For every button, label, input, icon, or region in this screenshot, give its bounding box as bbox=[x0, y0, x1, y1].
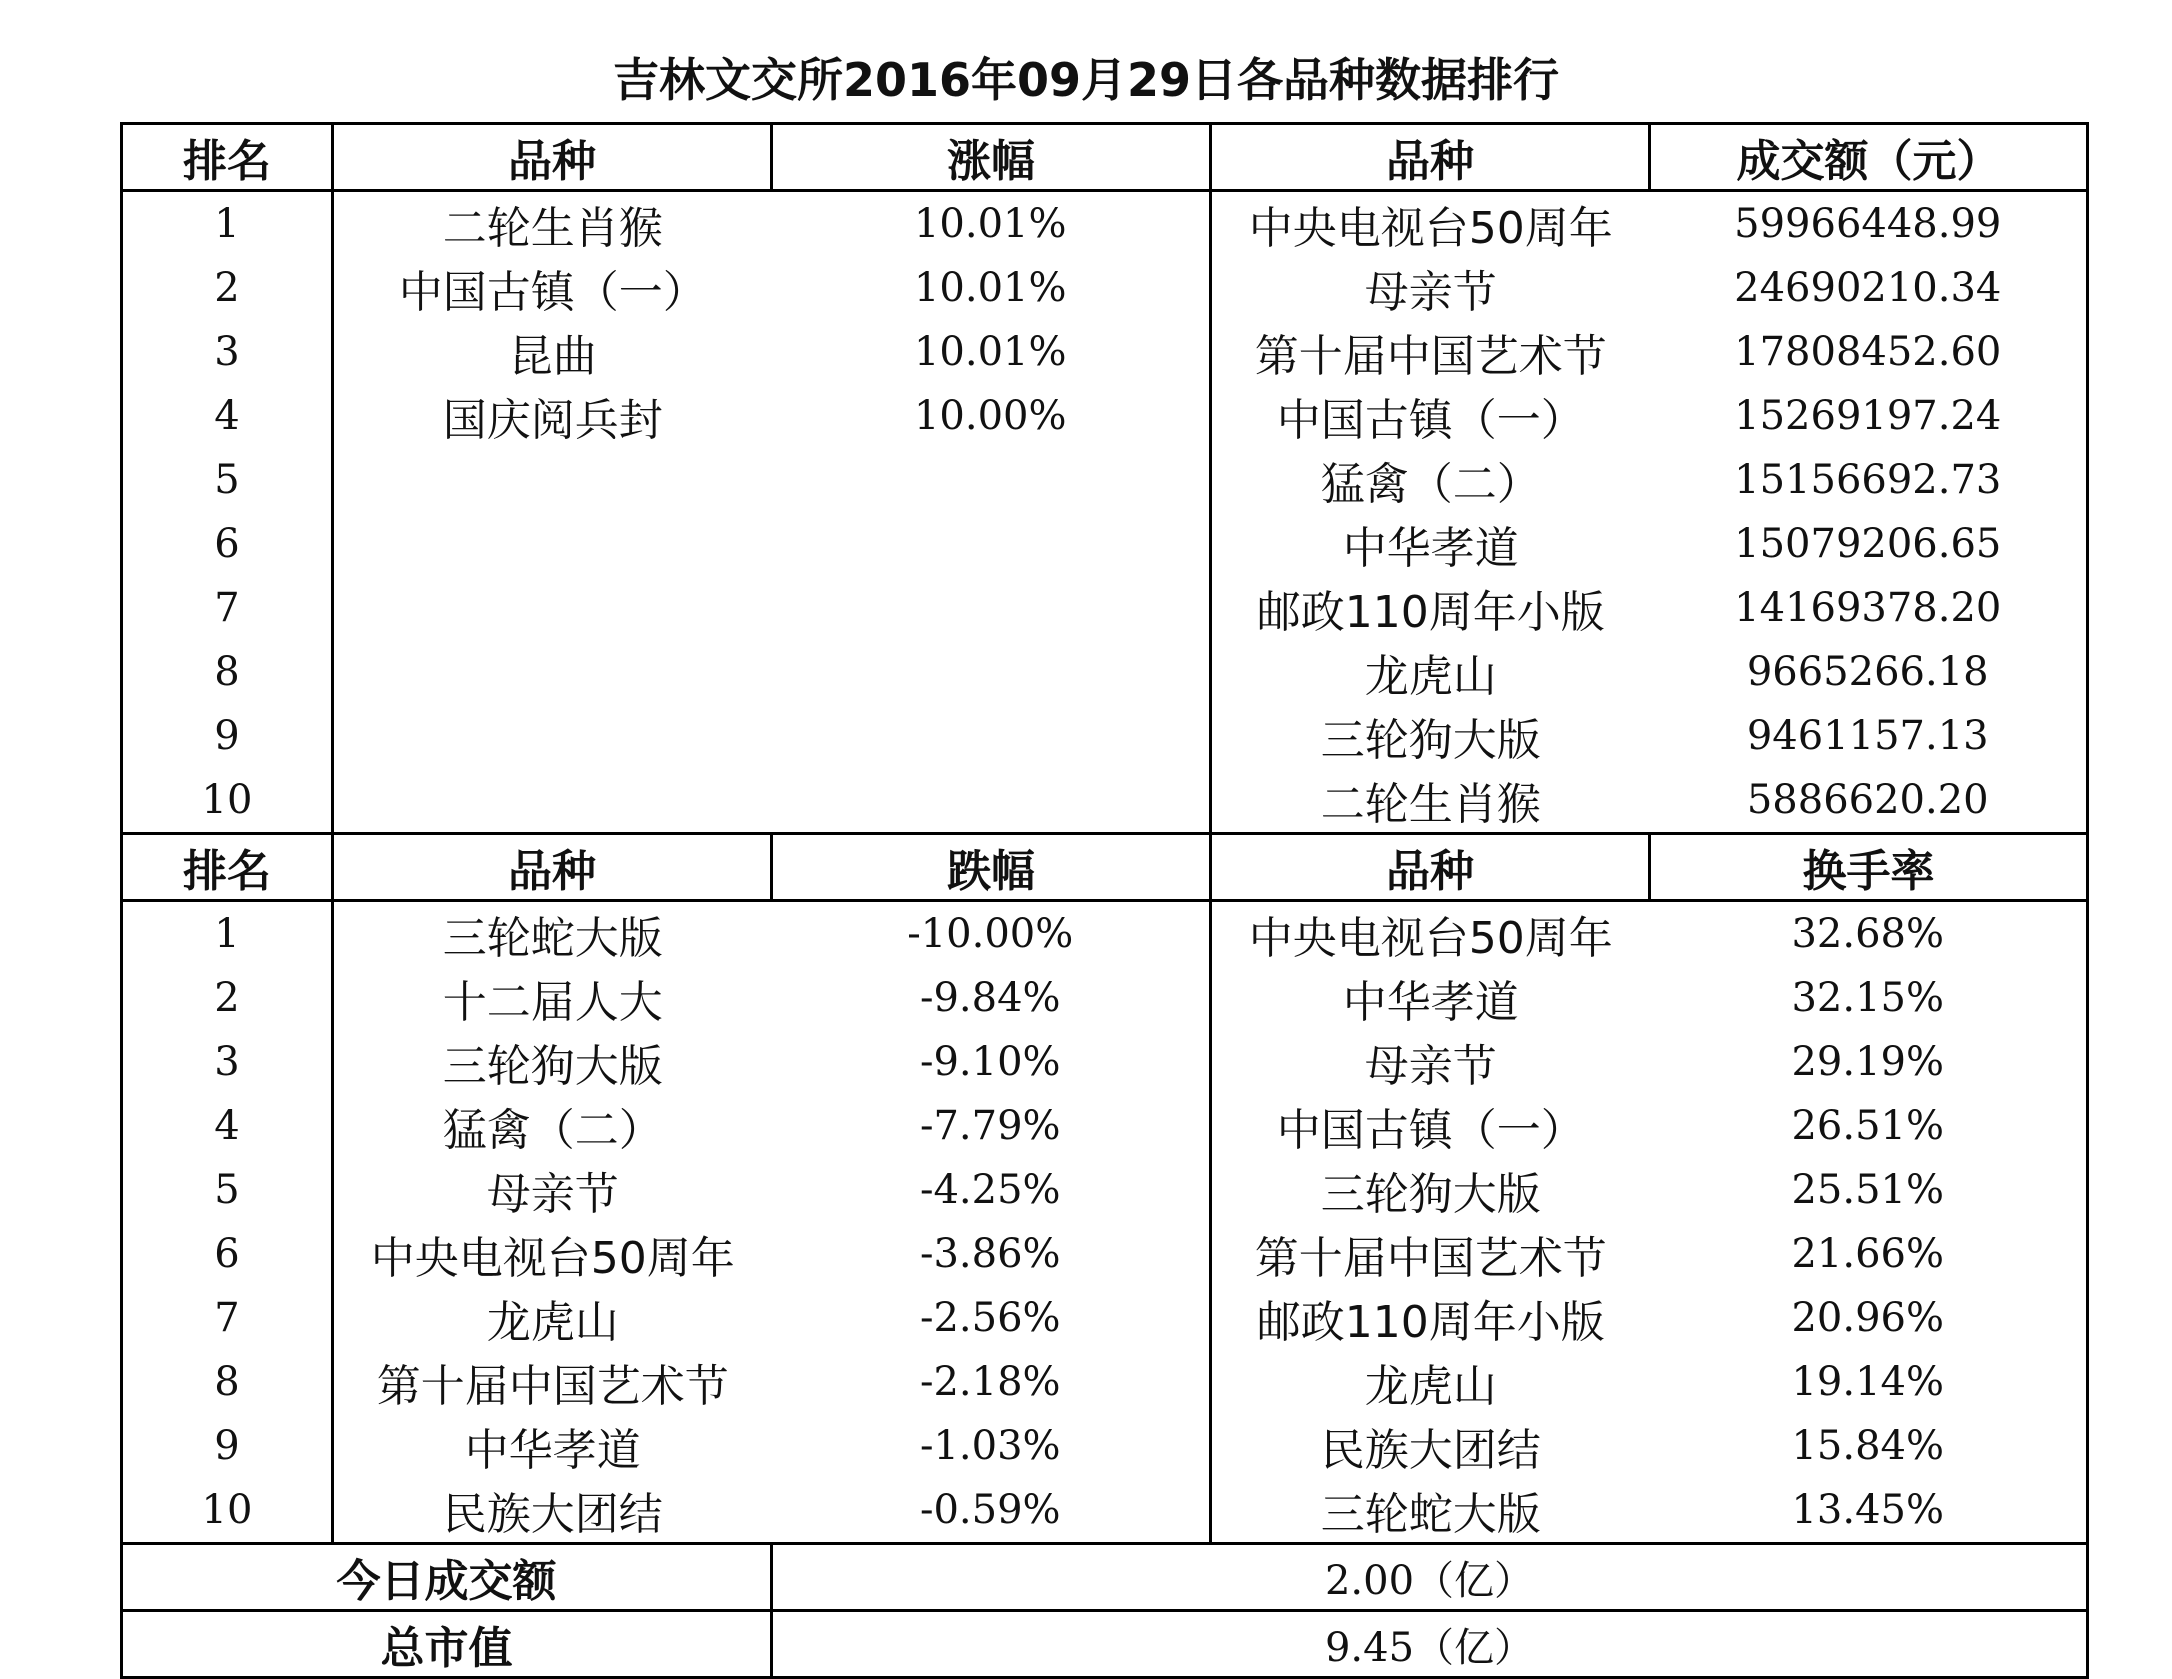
variety-name-cell: 猛禽（二） bbox=[1211, 448, 1650, 512]
variety-name-cell: 三轮狗大版 bbox=[1211, 704, 1650, 768]
variety-name-cell bbox=[333, 768, 772, 834]
rank-cell: 9 bbox=[122, 704, 333, 768]
summary-label: 总市值 bbox=[122, 1611, 772, 1678]
table-row bbox=[122, 704, 2088, 768]
variety-name-cell: 中国古镇（一） bbox=[333, 256, 772, 320]
variety-name-cell: 二轮生肖猴 bbox=[333, 191, 772, 257]
variety-name-cell: 中国古镇（一） bbox=[1211, 384, 1650, 448]
variety-name-cell: 第十届中国艺术节 bbox=[1211, 320, 1650, 384]
table-row bbox=[122, 384, 2088, 448]
table-row bbox=[122, 901, 2088, 967]
gain-pct-cell bbox=[772, 576, 1211, 640]
variety-name-cell: 三轮蛇大版 bbox=[1211, 1478, 1650, 1544]
variety-name-cell: 民族大团结 bbox=[333, 1478, 772, 1544]
variety-name-cell: 昆曲 bbox=[333, 320, 772, 384]
variety-name-cell bbox=[333, 512, 772, 576]
rank-cell: 5 bbox=[122, 1158, 333, 1222]
rank-cell: 4 bbox=[122, 1094, 333, 1158]
vol-amount-cell: 9461157.13 bbox=[1650, 704, 2088, 768]
rank-cell: 1 bbox=[122, 901, 333, 967]
variety-name-cell bbox=[333, 640, 772, 704]
variety-name-cell: 第十届中国艺术节 bbox=[1211, 1222, 1650, 1286]
turn-rate-cell: 32.15% bbox=[1650, 966, 2088, 1030]
variety-name-cell: 十二届人大 bbox=[333, 966, 772, 1030]
vol-amount-cell: 17808452.60 bbox=[1650, 320, 2088, 384]
summary-value: 9.45（亿） bbox=[772, 1611, 2088, 1678]
table-row bbox=[122, 1094, 2088, 1158]
column-header: 品种 bbox=[1211, 834, 1650, 901]
turn-rate-cell: 32.68% bbox=[1650, 901, 2088, 967]
loss-pct-cell: -9.84% bbox=[919, 975, 1061, 1021]
table-row bbox=[122, 1158, 2088, 1222]
variety-name-cell: 中华孝道 bbox=[1211, 512, 1650, 576]
column-header: 涨幅 bbox=[772, 124, 1211, 191]
gain-volume-header-row bbox=[122, 124, 2088, 191]
variety-name-cell: 中央电视台50周年 bbox=[1211, 901, 1650, 967]
summary-label: 今日成交额 bbox=[122, 1544, 772, 1611]
variety-name-cell: 三轮狗大版 bbox=[1211, 1158, 1650, 1222]
turn-rate-cell: 13.45% bbox=[1650, 1478, 2088, 1544]
rank-cell: 5 bbox=[122, 448, 333, 512]
variety-name-cell: 邮政110周年小版 bbox=[1211, 576, 1650, 640]
variety-name-cell: 国庆阅兵封 bbox=[333, 384, 772, 448]
turn-rate-cell: 25.51% bbox=[1650, 1158, 2088, 1222]
column-header: 排名 bbox=[122, 834, 333, 901]
loss-pct-cell: -4.25% bbox=[919, 1167, 1061, 1213]
table-row bbox=[122, 640, 2088, 704]
loss-pct-cell: -10.00% bbox=[907, 911, 1074, 957]
table-row bbox=[122, 1030, 2088, 1094]
gain-pct-cell bbox=[772, 640, 1211, 704]
rank-cell: 9 bbox=[122, 1414, 333, 1478]
variety-name-cell: 中央电视台50周年 bbox=[1211, 191, 1650, 257]
rank-cell: 2 bbox=[122, 256, 333, 320]
loss-pct-cell: -0.59% bbox=[919, 1487, 1061, 1533]
ranking-table-body bbox=[122, 124, 2088, 1678]
rank-cell: 3 bbox=[122, 320, 333, 384]
vol-amount-cell: 14169378.20 bbox=[1650, 576, 2088, 640]
variety-name-cell: 中华孝道 bbox=[1211, 966, 1650, 1030]
rank-cell: 7 bbox=[122, 1286, 333, 1350]
gain-pct-cell: 10.01% bbox=[913, 201, 1067, 247]
variety-name-cell: 三轮蛇大版 bbox=[333, 901, 772, 967]
rank-cell: 6 bbox=[122, 512, 333, 576]
table-row bbox=[122, 1478, 2088, 1544]
table-row bbox=[122, 768, 2088, 834]
variety-name-cell: 三轮狗大版 bbox=[333, 1030, 772, 1094]
variety-name-cell: 邮政110周年小版 bbox=[1211, 1286, 1650, 1350]
variety-name-cell: 龙虎山 bbox=[1211, 640, 1650, 704]
variety-name-cell bbox=[333, 576, 772, 640]
table-row bbox=[122, 256, 2088, 320]
table-row bbox=[122, 320, 2088, 384]
vol-amount-cell: 15156692.73 bbox=[1650, 448, 2088, 512]
loss-pct-cell: -3.86% bbox=[919, 1231, 1061, 1277]
variety-name-cell: 民族大团结 bbox=[1211, 1414, 1650, 1478]
variety-name-cell: 中国古镇（一） bbox=[1211, 1094, 1650, 1158]
column-header: 排名 bbox=[122, 124, 333, 191]
table-row bbox=[122, 448, 2088, 512]
rank-cell: 10 bbox=[122, 1478, 333, 1544]
gain-pct-cell: 10.00% bbox=[913, 393, 1067, 439]
rank-cell: 3 bbox=[122, 1030, 333, 1094]
turn-rate-cell: 20.96% bbox=[1650, 1286, 2088, 1350]
rank-cell: 4 bbox=[122, 384, 333, 448]
loss-pct-cell: -7.79% bbox=[919, 1103, 1061, 1149]
variety-name-cell: 第十届中国艺术节 bbox=[333, 1350, 772, 1414]
gain-pct-cell bbox=[772, 448, 1211, 512]
column-header: 品种 bbox=[333, 834, 772, 901]
table-row bbox=[122, 512, 2088, 576]
variety-name-cell: 母亲节 bbox=[1211, 256, 1650, 320]
page-title: 吉林文交所2016年09月29日各品种数据排行 bbox=[612, 53, 1560, 107]
table-row bbox=[122, 1222, 2088, 1286]
loss-pct-cell: -2.18% bbox=[919, 1359, 1061, 1405]
loss-pct-cell: -2.56% bbox=[919, 1295, 1061, 1341]
variety-name-cell bbox=[333, 704, 772, 768]
gain-pct-cell: 10.01% bbox=[913, 329, 1067, 375]
variety-name-cell bbox=[333, 448, 772, 512]
loss-turnover-header-row bbox=[122, 834, 2088, 901]
vol-amount-cell: 9665266.18 bbox=[1650, 640, 2088, 704]
rank-cell: 8 bbox=[122, 640, 333, 704]
variety-name-cell: 母亲节 bbox=[1211, 1030, 1650, 1094]
rank-cell: 6 bbox=[122, 1222, 333, 1286]
turn-rate-cell: 19.14% bbox=[1650, 1350, 2088, 1414]
gain-pct-cell bbox=[772, 512, 1211, 576]
vol-amount-cell: 24690210.34 bbox=[1650, 256, 2088, 320]
column-header: 跌幅 bbox=[772, 834, 1211, 901]
variety-name-cell: 龙虎山 bbox=[333, 1286, 772, 1350]
variety-name-cell: 猛禽（二） bbox=[333, 1094, 772, 1158]
variety-name-cell: 龙虎山 bbox=[1211, 1350, 1650, 1414]
rank-cell: 1 bbox=[122, 191, 333, 257]
gain-pct-cell bbox=[772, 768, 1211, 834]
variety-name-cell: 母亲节 bbox=[333, 1158, 772, 1222]
column-header: 换手率 bbox=[1650, 834, 2088, 901]
column-header: 成交额（元） bbox=[1650, 124, 2088, 191]
vol-amount-cell: 59966448.99 bbox=[1650, 191, 2088, 257]
turn-rate-cell: 15.84% bbox=[1650, 1414, 2088, 1478]
vol-amount-cell: 5886620.20 bbox=[1650, 768, 2088, 834]
gain-pct-cell: 10.01% bbox=[913, 265, 1067, 311]
rank-cell: 2 bbox=[122, 966, 333, 1030]
table-row bbox=[122, 1286, 2088, 1350]
table-row bbox=[122, 1414, 2088, 1478]
table-row bbox=[122, 1350, 2088, 1414]
rank-cell: 7 bbox=[122, 576, 333, 640]
vol-amount-cell: 15079206.65 bbox=[1650, 512, 2088, 576]
variety-name-cell: 中华孝道 bbox=[333, 1414, 772, 1478]
vol-amount-cell: 15269197.24 bbox=[1650, 384, 2088, 448]
turn-rate-cell: 26.51% bbox=[1650, 1094, 2088, 1158]
table-row bbox=[122, 191, 2088, 257]
column-header: 品种 bbox=[333, 124, 772, 191]
turn-rate-cell: 29.19% bbox=[1650, 1030, 2088, 1094]
gain-pct-cell bbox=[772, 704, 1211, 768]
rank-cell: 10 bbox=[122, 768, 333, 834]
variety-name-cell: 中央电视台50周年 bbox=[333, 1222, 772, 1286]
turn-rate-cell: 21.66% bbox=[1650, 1222, 2088, 1286]
market-cap-row bbox=[122, 1611, 2088, 1678]
table-row bbox=[122, 576, 2088, 640]
rank-cell: 8 bbox=[122, 1350, 333, 1414]
summary-value: 2.00（亿） bbox=[772, 1544, 2088, 1611]
variety-name-cell: 二轮生肖猴 bbox=[1211, 768, 1650, 834]
loss-pct-cell: -9.10% bbox=[919, 1039, 1061, 1085]
ranking-table bbox=[120, 122, 2089, 1679]
table-row bbox=[122, 966, 2088, 1030]
column-header: 品种 bbox=[1211, 124, 1650, 191]
loss-pct-cell: -1.03% bbox=[919, 1423, 1061, 1469]
daily-turnover-row bbox=[122, 1544, 2088, 1611]
